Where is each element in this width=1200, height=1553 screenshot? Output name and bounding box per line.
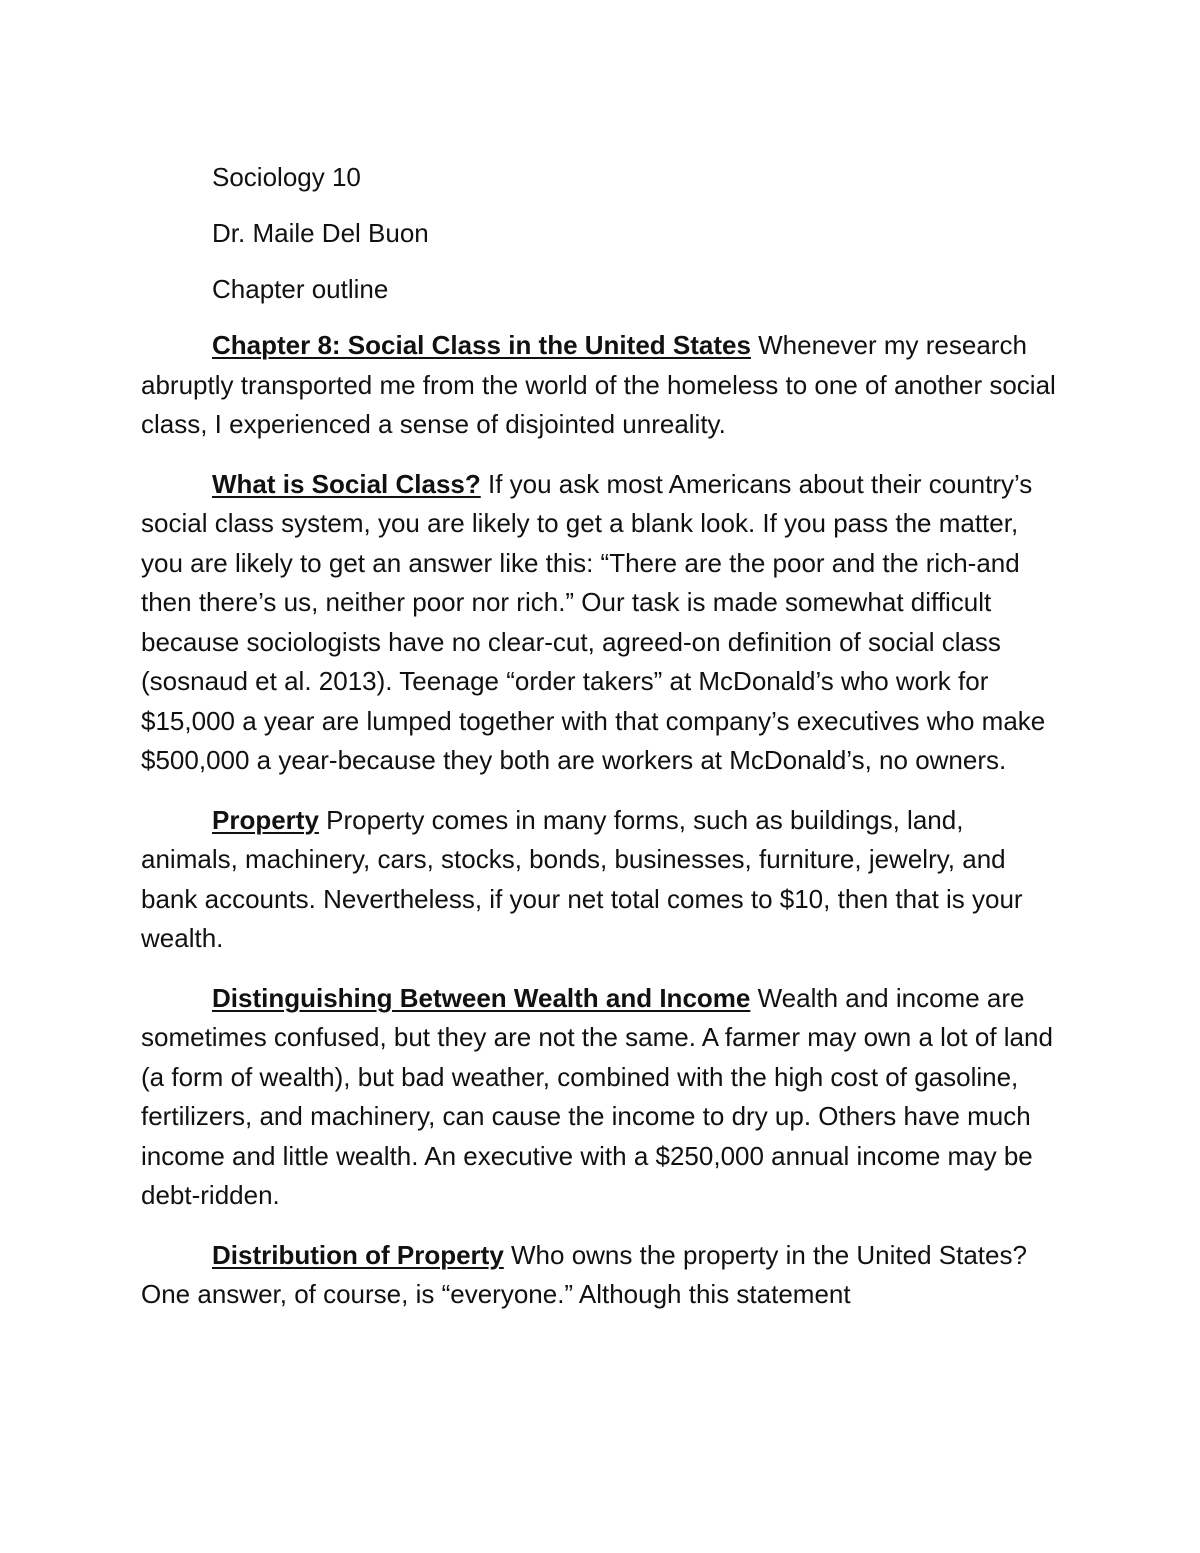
section-heading: Distinguishing Between Wealth and Income (212, 982, 751, 1013)
document-type: Chapter outline (212, 274, 389, 304)
section-heading: What is Social Class? (212, 468, 481, 499)
section-text: If you ask most Americans about their country’s social class system, you are likely to get a blank look. If you pass the matter, you are likely to get an answer like this: “There are the poor and the rich-and then there’s us, neither poor nor rich.” Our task is made somewhat difficult because sociologists have no clear-cut, agreed-on definition of social class (sosnaud et al. 2013). Teenage “order takers” at McDonald’s who work for $15,000 a year are lumped together with that company’s executives who make $500,000 a year-because they both are workers at McDonald’s, no owners. (141, 468, 1046, 775)
section-text: Who owns the property in the United States? One answer, of course, is “everyone.” Although this statement (141, 1239, 1027, 1309)
document-body (141, 158, 1061, 1335)
section-heading: Distribution of Property (212, 1239, 504, 1270)
instructor-name: Dr. Maile Del Buon (212, 218, 429, 248)
course-name: Sociology 10 (212, 162, 361, 192)
section-property (141, 801, 1061, 959)
section-wealth-vs-income (141, 979, 1061, 1216)
section-distribution-of-property (141, 1236, 1061, 1315)
section-text: Wealth and income are sometimes confused, but they are not the same. A farmer may own a lot of land (a form of wealth), but bad weather, combined with the high cost of gasoline, fertilizers, and machinery, can cause the income to dry up. Others have much income and little wealth. An executive with a $250,000 annual income may be debt-ridden. (141, 982, 1053, 1210)
section-chapter-title (141, 326, 1061, 445)
section-text: Whenever my research abruptly transported me from the world of the homeless to one of another social class, I experienced a sense of disjointed unreality. (141, 330, 1056, 439)
section-text: Property comes in many forms, such as buildings, land, animals, machinery, cars, stocks, bonds, businesses, furniture, jewelry, and bank accounts. Nevertheless, if your net total comes to $10, then that is your wealth. (141, 804, 1023, 953)
section-heading: Property (212, 804, 319, 835)
section-heading: Chapter 8: Social Class in the United States (212, 330, 751, 360)
section-what-is-social-class (141, 465, 1061, 781)
